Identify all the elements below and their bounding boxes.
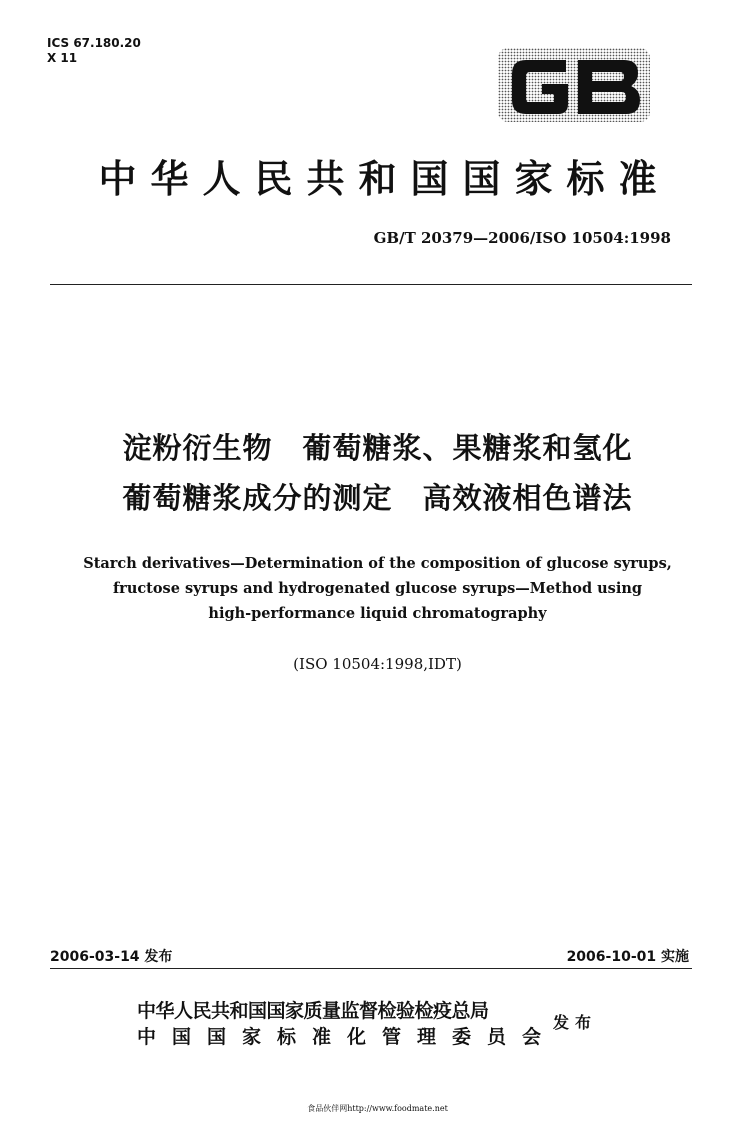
national-standard-title: 中华人民共和国国家标准 (98, 156, 671, 201)
ccs-code: X 11 (47, 51, 78, 65)
date-divider (50, 968, 692, 969)
footer-watermark: 食品伙伴网http://www.foodmate.net (307, 1104, 448, 1113)
standard-number: GB/T 20379—2006/ISO 10504:1998 (373, 229, 671, 247)
publisher-line2: 中国国家标准化管理委员会 (137, 1026, 558, 1048)
title-cn-line2: 葡萄糖浆成分的测定 高效液相色谱法 (122, 481, 633, 515)
adoption-note: (ISO 10504:1998,IDT) (293, 655, 462, 673)
publish-label: 发布 (553, 1013, 598, 1032)
publisher-line1: 中华人民共和国国家质量监督检验检疫总局 (137, 1000, 489, 1022)
title-en-line3: high-performance liquid chromatography (208, 605, 547, 622)
title-en-line2: fructose syrups and hydrogenated glucose syrups—Method using (112, 580, 643, 597)
ics-code: ICS 67.180.20 (47, 36, 141, 50)
header-divider (50, 284, 692, 285)
title-cn-line1: 淀粉衍生物 葡萄糖浆、果糖浆和氢化 (122, 431, 633, 465)
classification-codes (47, 36, 141, 66)
issue-date: 2006-03-14 发布 (50, 949, 173, 965)
gb-logo (498, 48, 650, 122)
title-en-line1: Starch derivatives—Determination of the composition of glucose syrups, (83, 555, 672, 572)
implementation-date: 2006-10-01 实施 (566, 949, 689, 965)
